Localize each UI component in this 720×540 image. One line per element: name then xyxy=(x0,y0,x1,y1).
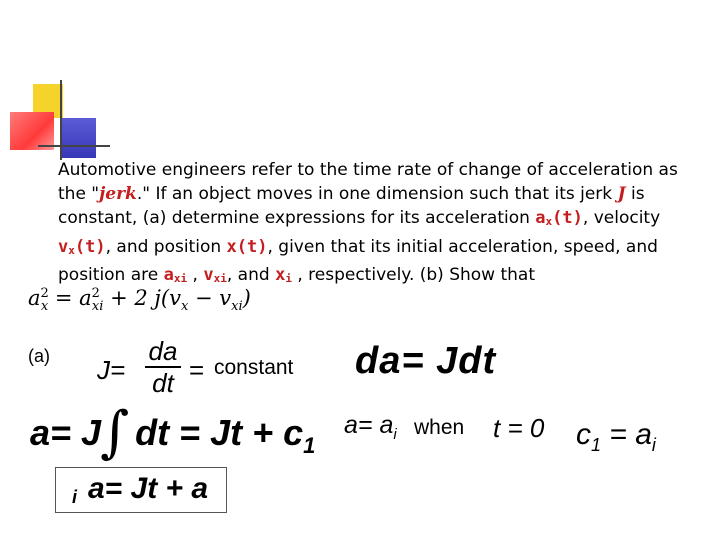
initial-velocity: vxi xyxy=(203,264,227,285)
da-equation: da= Jdt xyxy=(355,340,497,382)
slide-logo xyxy=(0,0,110,170)
jerk-definition-lhs: J= xyxy=(97,355,126,385)
equals-sign: = xyxy=(189,355,205,385)
acceleration-expr: ax(t) xyxy=(535,208,583,229)
when-label: when xyxy=(414,416,465,439)
constant-label: constant xyxy=(214,356,294,379)
constant-c1: $c_1 = a_i$ xyxy=(576,418,656,455)
logo-blue-square xyxy=(62,118,96,158)
initial-acceleration: axi xyxy=(163,264,188,285)
part-a-label: (a) xyxy=(28,346,50,366)
result-equation: a= Jt + a $_i$ xyxy=(72,472,209,507)
logo-vertical-line xyxy=(60,80,62,160)
velocity-expr: vx(t) xyxy=(58,236,106,257)
fraction-numerator: da xyxy=(148,336,178,366)
initial-condition: $a= a_i$ xyxy=(344,411,397,443)
integral-sign: ∫ xyxy=(100,400,130,465)
fraction-denominator: dt xyxy=(152,368,174,398)
initial-position: xi xyxy=(275,264,292,285)
derivative-fraction xyxy=(143,336,183,398)
time-zero: t = 0 xyxy=(493,413,545,443)
jerk-term: jerk xyxy=(99,184,137,205)
problem-statement: Automotive engineers refer to the time rate of change of acceleration as the "jerk." If an object moves in one dimension such that its jerk J is constant, (a) determine expressions for its acceleration ax(t), velocity vx(t), and position x(t), given that its initial acceleration, speed, and position are axi , vxi, and xi , respectively. (b) Show that xyxy=(58,160,678,285)
integral-equation: a= J dt = $Jt + c_1$ xyxy=(30,412,316,459)
show-that-equation: $a^2_x = a^2_{xi} + 2$ $j(v_x - v_{xi})$ xyxy=(28,286,251,315)
position-expr: x(t) xyxy=(226,236,268,257)
logo-horizontal-line xyxy=(38,145,110,147)
result-box xyxy=(55,467,227,513)
jerk-symbol: J xyxy=(617,184,626,205)
